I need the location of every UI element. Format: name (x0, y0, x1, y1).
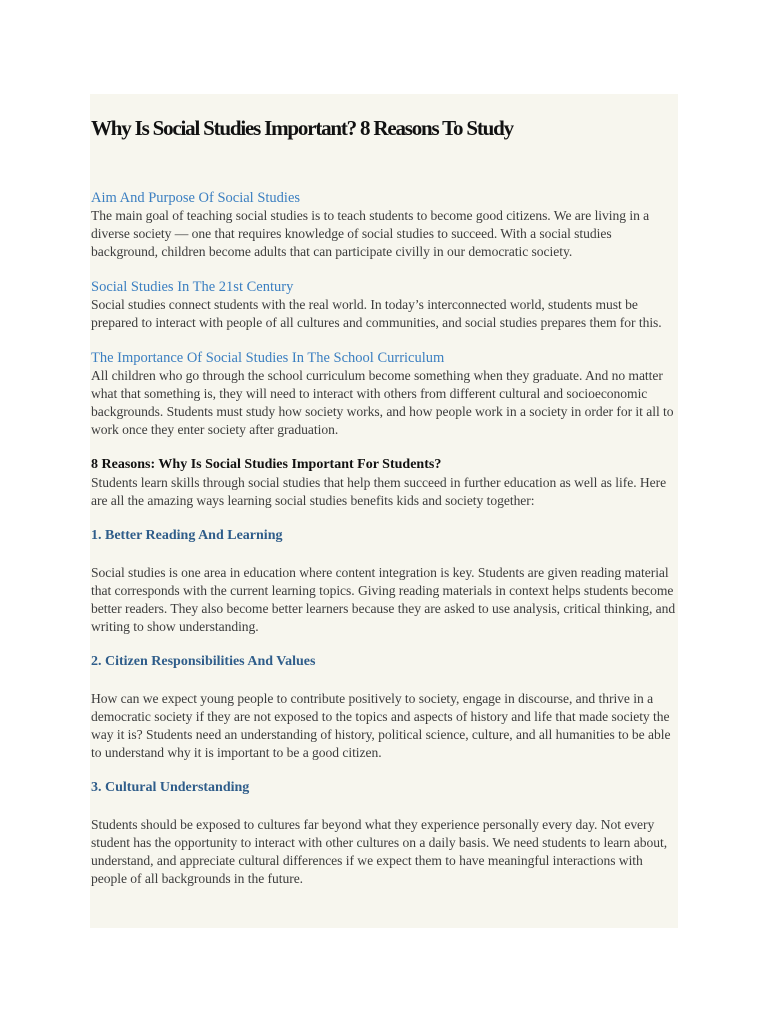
reason-heading-2: 2. Citizen Responsibilities And Values (91, 654, 316, 669)
section-heading-21st-century: Social Studies In The 21st Century (91, 279, 294, 295)
reason-heading-3: 3. Cultural Understanding (91, 780, 250, 795)
section-body-21st-century: Social studies connect students with the real world. In today’s interconnected world, students must be prepared to interact with people of all cultures and communities, and social studies prepares them for this. (91, 297, 662, 330)
page-title: Why Is Social Studies Important? 8 Reasons To Study (91, 116, 513, 140)
section-heading-curriculum: The Importance Of Social Studies In The School Curriculum (91, 350, 445, 366)
reason-body-3: Students should be exposed to cultures far beyond what they experience personally every day. Not every student has the opportunity to interact with other cultures on a daily basis. We need students to learn about, understand, and appreciate cultural differences if we expect them to have meaningful interactions with people of all backgrounds in the future. (91, 817, 668, 886)
document-page (90, 94, 678, 928)
article-content (91, 189, 677, 888)
section-heading-aim: Aim And Purpose Of Social Studies (91, 190, 301, 206)
reason-body-1: Social studies is one area in education where content integration is key. Students are given reading material that corresponds with the current learning topics. Giving reading materials in context helps students become better readers. They also become better learners because they are asked to use analysis, critical thinking, and writing to show understanding. (91, 565, 676, 634)
section-body-curriculum: All children who go through the school curriculum become something when they graduate. And no matter what that something is, they will need to interact with others from different cultural and socioeconomic backgrounds. Students must study how society works, and how people work in a society in order for it all to work once they enter society after graduation. (91, 368, 674, 437)
reason-heading-1: 1. Better Reading And Learning (91, 528, 283, 543)
section-body-8-reasons: Students learn skills through social studies that help them succeed in further education as well as life. Here are all the amazing ways learning social studies benefits kids and society together: (91, 475, 667, 508)
section-heading-8-reasons: 8 Reasons: Why Is Social Studies Important For Students? (91, 457, 442, 472)
reason-body-2: How can we expect young people to contribute positively to society, engage in discourse, and thrive in a democratic society if they are not exposed to the topics and aspects of history and life that made society the way it is? Students need an understanding of history, political science, culture, and all humanities to be able to understand why it is important to be a good citizen. (91, 691, 671, 760)
section-body-aim: The main goal of teaching social studies is to teach students to become good citizens. We are living in a diverse society — one that requires knowledge of social studies to succeed. With a social studies background, children become adults that can participate civilly in our democratic society. (91, 208, 650, 259)
